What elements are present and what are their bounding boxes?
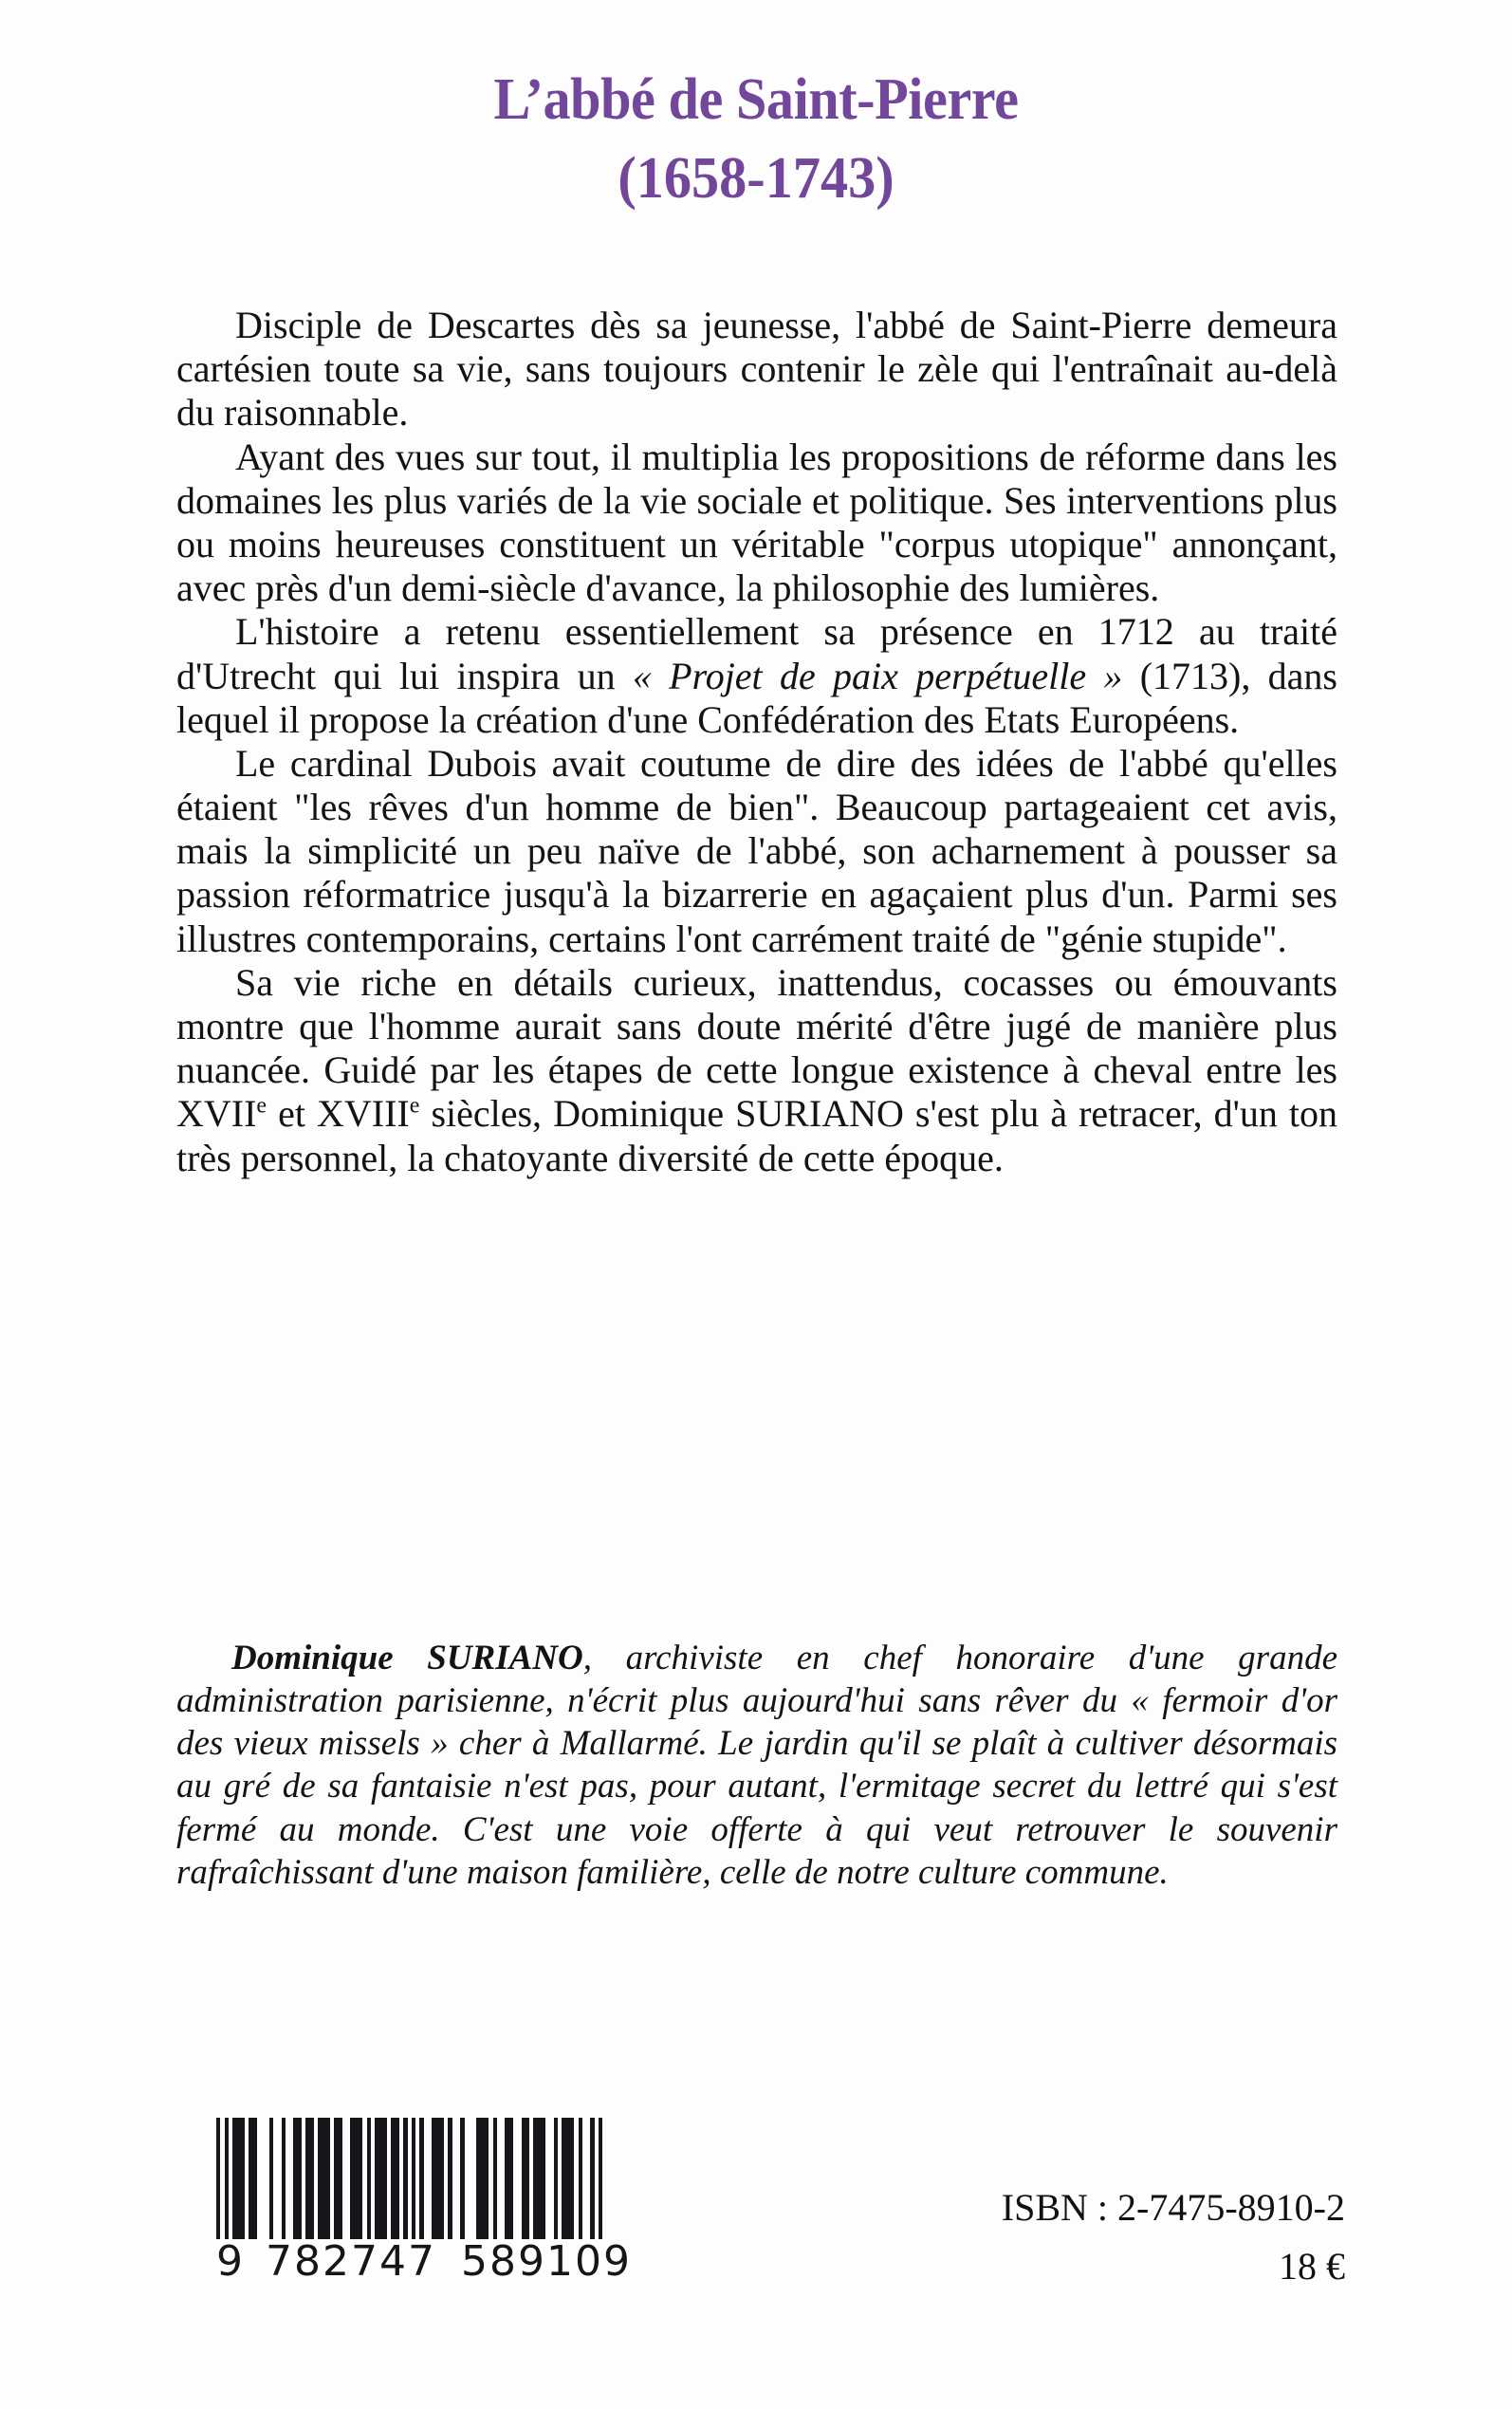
price-text: 18 € <box>1279 2245 1345 2288</box>
blurb-paragraph-5 <box>176 961 1337 1180</box>
isbn-text: ISBN : 2-7475-8910-2 <box>1001 2186 1345 2229</box>
barcode-digits <box>216 2237 632 2286</box>
blurb-paragraph-1: Disciple de Descartes dès sa jeunesse, l'abbé de Saint-Pierre demeura cartésien toute sa vie, sans toujours contenir le zèle qui l'entraînait au-delà du raisonnable. <box>176 304 1337 435</box>
final-text-part3: siècles, Dominique SURIANO s'est plu à retracer, d'un ton très personnel, la chatoyante diversité de cette époque. <box>176 1092 1337 1179</box>
author-name: Dominique SURIANO <box>231 1639 583 1677</box>
century-ordinal-17: e <box>256 1094 267 1120</box>
final-text-part2: et XVIII <box>267 1092 410 1136</box>
work-title-projet-de-paix: « Projet de paix perpétuelle » <box>632 654 1123 697</box>
blurb-text <box>176 304 1337 1180</box>
utrecht-text-before: L'histoire a retenu essentiellement sa présence en 1712 au traité d'Utrecht qui lui inspira un <box>176 610 1337 697</box>
final-text-part1: Sa vie riche en détails curieux, inattendus, cocasses ou émouvants montre que l'homme aurait sans doute mérité d'être jugé de manière plus nuancée. Guidé par les étapes de cette longue existence à cheval entre les XVII <box>176 960 1337 1136</box>
barcode-bars <box>216 2118 603 2239</box>
author-bio <box>176 1637 1337 1894</box>
page-title: L’abbé de Saint-Pierre <box>493 67 1019 132</box>
blurb-paragraph-3 <box>176 610 1337 742</box>
barcode-group-1: 782747 <box>266 2237 436 2286</box>
author-bio-paragraph <box>176 1637 1337 1894</box>
century-ordinal-18: e <box>409 1094 420 1120</box>
barcode-group-2: 589109 <box>460 2237 632 2286</box>
author-bio-text: , archiviste en chef honoraire d'une grande administration parisienne, n'écrit plus aujourd'hui sans rêver du « fermoir d'or des vieux missels » cher à Mallarmé. Le jardin qu'il se plaît à cultiver désormais au gré de sa fantaisie n'est pas, pour autant, l'ermitage secret du lettré qui s'est fermé au monde. C'est une voie offerte à qui veut retrouver le souvenir rafraîchissant d'une maison familière, celle de notre culture commune. <box>176 1639 1337 1892</box>
barcode <box>216 2118 632 2286</box>
author-life-dates: (1658-1743) <box>618 145 894 211</box>
title-block <box>0 68 1512 213</box>
barcode-lead-digit: 9 <box>216 2237 245 2286</box>
isbn-price-block <box>1002 2178 1345 2296</box>
utrecht-text-after: (1713), dans lequel il propose la création d'une Confédération des Etats Européens. <box>176 654 1338 741</box>
blurb-paragraph-4: Le cardinal Dubois avait coutume de dire des idées de l'abbé qu'elles étaient "les rêves d'un homme de bien". Beaucoup partageaient cet avis, mais la simplicité un peu naïve de l'abbé, son acharnement à pousser sa passion réformatrice jusqu'à la bizarrerie en agaçaient plus d'un. Parmi ses illustres contemporains, certains l'ont carrément traité de "génie stupide". <box>176 741 1337 960</box>
blurb-paragraph-2: Ayant des vues sur tout, il multiplia les propositions de réforme dans les domaines les plus variés de la vie sociale et politique. Ses interventions plus ou moins heureuses constituent un véritable "corpus utopique" annonçant, avec près d'un demi-siècle d'avance, la philosophie des lumières. <box>176 435 1337 610</box>
